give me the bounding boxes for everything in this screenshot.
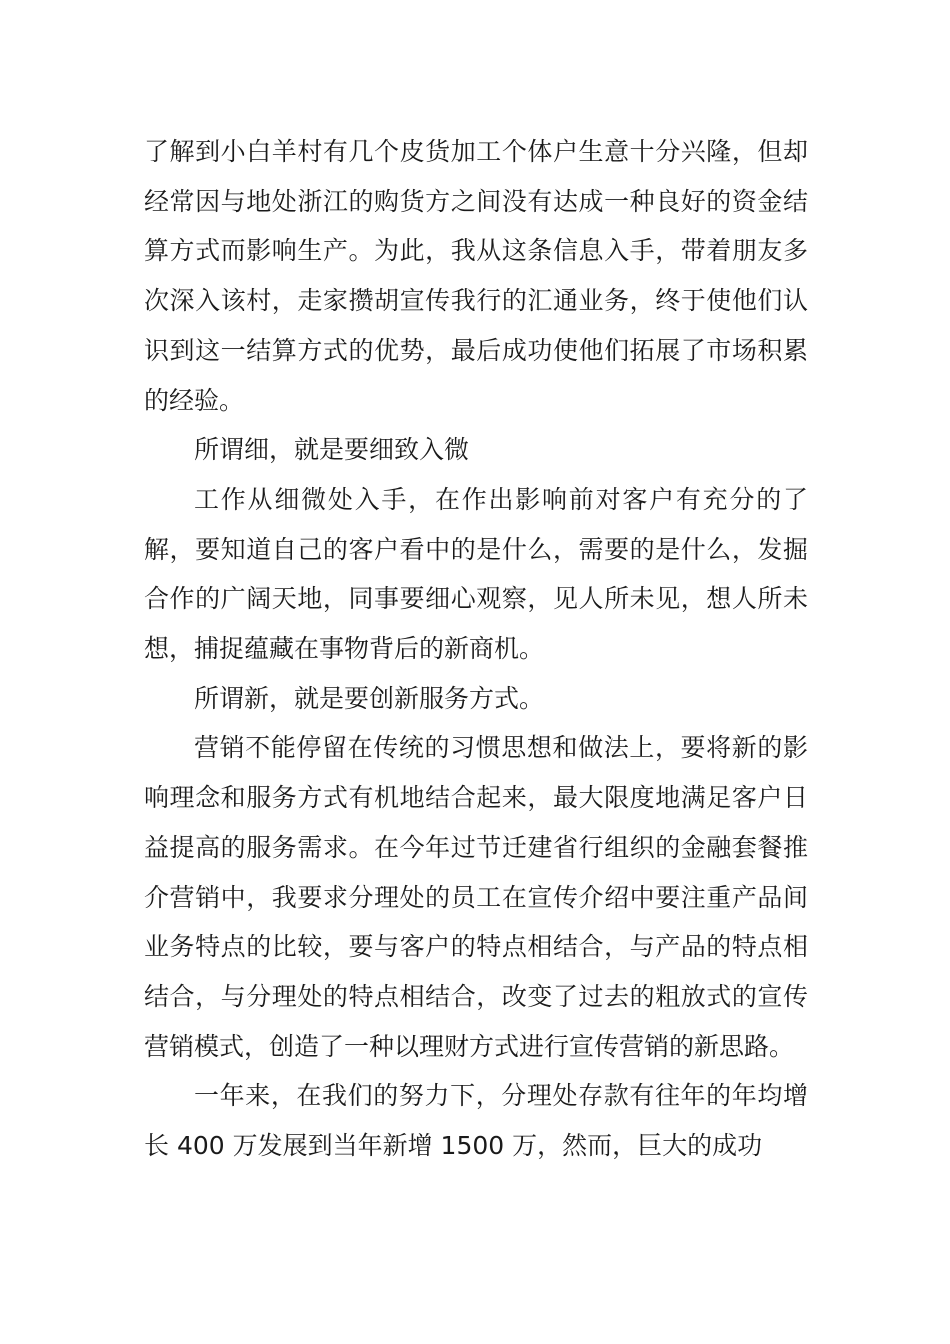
section-heading-detail: 所谓细，就是要细致入微 (194, 435, 470, 465)
section-heading-innovation: 所谓新，就是要创新服务方式。 (194, 683, 545, 713)
document-body (144, 127, 808, 1171)
paragraph-results: 一年来，在我们的努力下，分理处存款有往年的年均增长 400 万发展到当年新增 1500 万，然而，巨大的成功 (144, 1081, 808, 1161)
paragraph-continuation: 了解到小白羊村有几个皮货加工个体户生意十分兴隆，但却经常因与地处浙江的购货方之间没有达成一种良好的资金结算方式而影响生产。为此，我从这条信息入手，带着朋友多次深入该村，走家攒胡宣传我行的汇通业务，终于使他们认识到这一结算方式的优势，最后成功使他们拓展了市场积累的经验。 (144, 137, 808, 415)
paragraph-detail: 工作从细微处入手，在作出影响前对客户有充分的了解，要知道自己的客户看中的是什么，需要的是什么，发掘合作的广阔天地，同事要细心观察，见人所未见，想人所未想，捕捉蕴藏在事物背后的新商机。 (144, 484, 808, 664)
paragraph-innovation: 营销不能停留在传统的习惯思想和做法上，要将新的影响理念和服务方式有机地结合起来，最大限度地满足客户日益提高的服务需求。在今年过节迁建省行组织的金融套餐推介营销中，我要求分理处的员工在宣传介绍中要注重产品间业务特点的比较，要与客户的特点相结合，与产品的特点相结合，与分理处的特点相结合，改变了过去的粗放式的宣传营销模式，创造了一种以理财方式进行宣传营销的新思路。 (144, 733, 808, 1061)
